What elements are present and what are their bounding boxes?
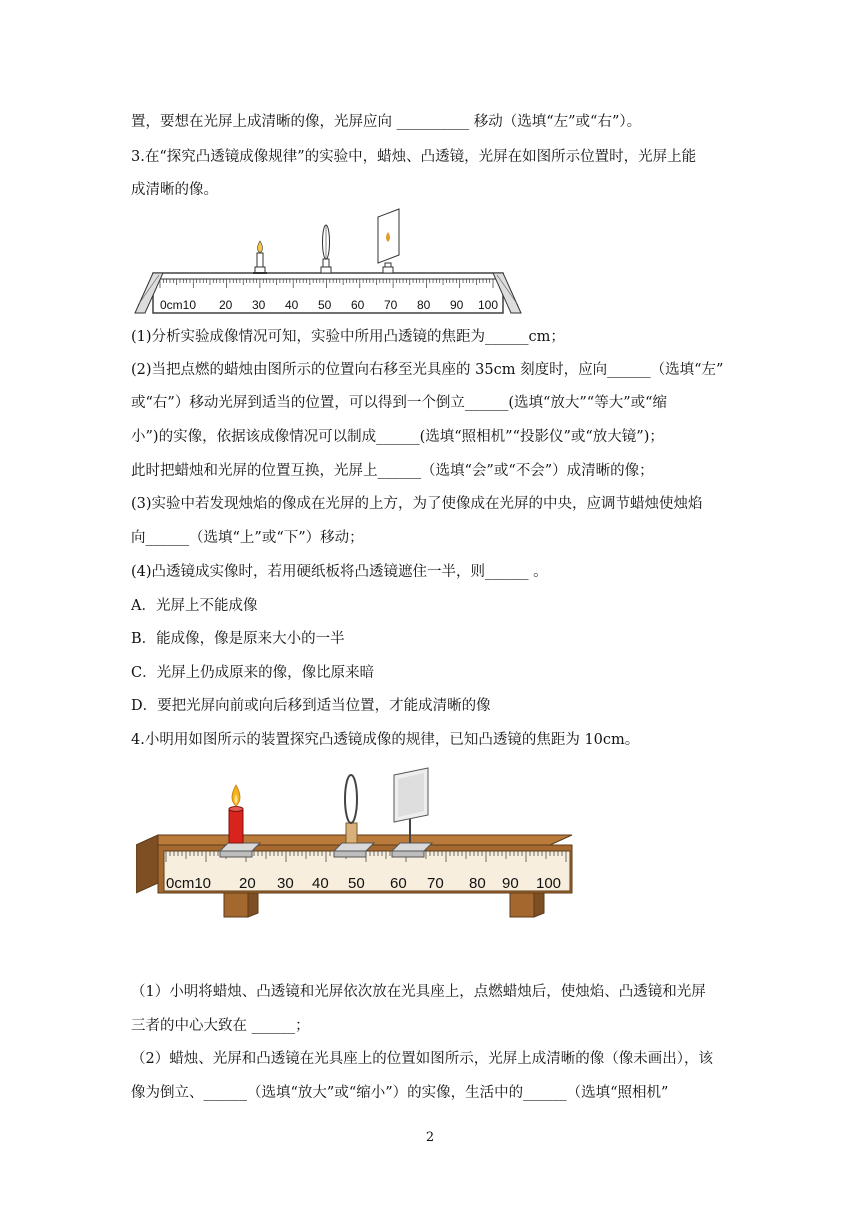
question-3-1: (1)分析实验成像情况可知，实验中所用凸透镜的焦距为______cm； (131, 329, 565, 345)
scale-label: 50 (348, 875, 365, 892)
scale-label: 0cm10 (166, 875, 212, 892)
text-line: 向______（选填“上”或“下”）移动； (131, 530, 364, 546)
text-line: 小”)的实像，依据该成像情况可以制成______(选填“照相机”“投影仪”或“放大镜”)； (131, 429, 664, 445)
scale-label: 40 (285, 298, 299, 312)
option-d: D．要把光屏向前或向后移到适当位置，才能成清晰的像 (131, 698, 491, 714)
question-4-title: 4.小明用如图所示的装置探究凸透镜成像的规律，已知凸透镜的焦距为 10cm。 (131, 732, 640, 748)
scale-label: 60 (390, 875, 407, 892)
scale-label: 0cm10 (160, 298, 197, 312)
option-b: B．能成像，像是原来大小的一半 (131, 631, 345, 647)
scale-label: 70 (384, 298, 398, 312)
question-4-2: （2）蜡烛、光屏和凸透镜在光具座上的位置如图所示，光屏上成清晰的像（像未画出），该 (131, 1051, 713, 1067)
question-3-4: (4)凸透镜成实像时，若用硬纸板将凸透镜遮住一半，则______ 。 (131, 564, 548, 580)
scale-label: 50 (318, 298, 332, 312)
question-3-title: 3.在“探究凸透镜成像规律”的实验中，蜡烛、凸透镜，光屏在如图所示位置时，光屏上能 (131, 149, 697, 165)
option-a: A．光屏上不能成像 (131, 598, 258, 614)
scale-label: 90 (502, 875, 519, 892)
text-line: 或“右”）移动光屏到适当的位置，可以得到一个倒立______(选填“放大”“等大”或“缩 (131, 395, 668, 411)
convex-lens-icon (321, 225, 331, 273)
page-number: 2 (425, 1130, 435, 1145)
scale-label: 60 (351, 298, 365, 312)
scale-label: 20 (239, 875, 256, 892)
optical-bench-figure-1 (133, 205, 523, 317)
scale-label: 80 (417, 298, 431, 312)
question-3-2: (2)当把点燃的蜡烛由图所示的位置向右移至光具座的 35cm 刻度时，应向______（选填“左” (131, 362, 724, 378)
scale-label: 30 (252, 298, 266, 312)
candle-icon (220, 785, 260, 857)
scale-label: 40 (312, 875, 329, 892)
text-line: 像为倒立、______（选填“放大”或“缩小”）的实像，生活中的______（选填“照相机” (131, 1085, 669, 1101)
scale-label: 90 (450, 298, 464, 312)
optical-bench-figure-2 (136, 765, 576, 925)
scale-label: 70 (427, 875, 444, 892)
option-c: C．光屏上仍成原来的像，像比原来暗 (131, 665, 375, 681)
question-3-3: (3)实验中若发现烛焰的像成在光屏的上方，为了使像成在光屏的中央，应调节蜡烛使烛焰 (131, 496, 703, 512)
scale-label: 100 (536, 875, 562, 892)
scale-label: 20 (219, 298, 233, 312)
light-screen-icon (378, 209, 399, 273)
scale-label: 100 (478, 298, 499, 312)
scale-label: 80 (469, 875, 486, 892)
scale-label: 30 (277, 875, 294, 892)
text-line: 置，要想在光屏上成清晰的像，光屏应向 __________ 移动（选填“左”或“右”）。 (131, 114, 642, 130)
text-line: 三者的中心大致在 ______； (131, 1018, 310, 1034)
text-line: 此时把蜡烛和光屏的位置互换，光屏上______（选填“会”或“不会”）成清晰的像； (131, 463, 654, 479)
candle-icon (253, 241, 267, 273)
text-line: 成清晰的像。 (131, 182, 218, 198)
convex-lens-icon (334, 775, 374, 857)
question-4-1: （1）小明将蜡烛、凸透镜和光屏依次放在光具座上，点燃蜡烛后，使烛焰、凸透镜和光屏 (131, 984, 706, 1000)
